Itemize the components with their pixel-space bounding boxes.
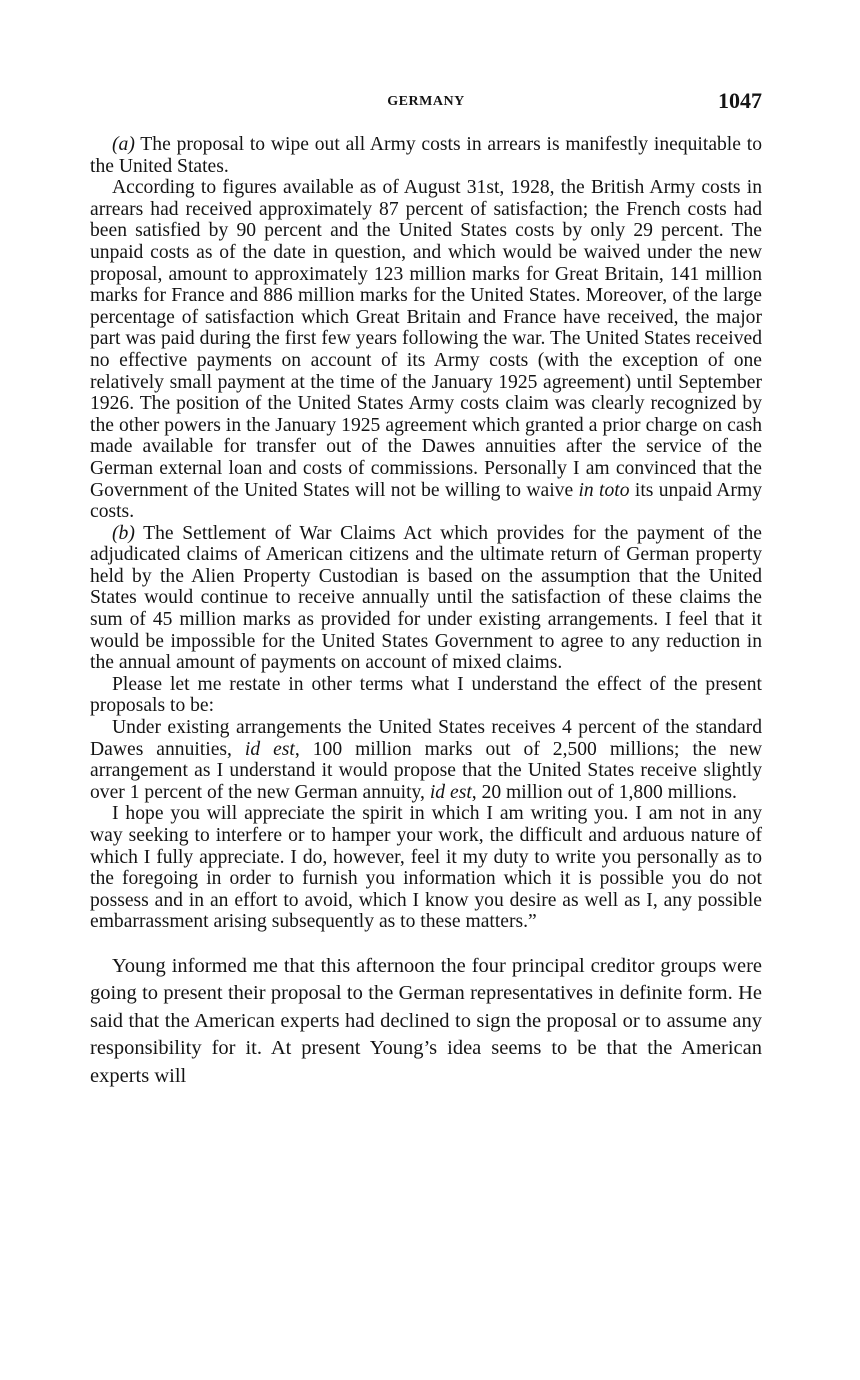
- paragraph-b-label: (b): [112, 522, 135, 544]
- quoted-letter: [90, 134, 762, 933]
- existing-text-3: , 20 million out of 1,800 millions.: [471, 781, 737, 803]
- paragraph-a: [90, 134, 762, 177]
- paragraph-a-label: (a): [112, 134, 135, 155]
- army-figures-text-end: its unpaid Army costs.: [90, 479, 762, 523]
- existing-text-2: , 100 million marks out of 2,500 millions; the new arrangement as I understand it would propose that the United States receive slightly over 1 percent of the new German annuity,: [90, 738, 762, 803]
- document-page: [90, 88, 762, 1090]
- existing-text-1: Under existing arrangements the United States receives 4 percent of the standard Dawes annuities,: [90, 717, 762, 760]
- existing-italic-2: id est: [429, 781, 472, 803]
- paragraph-a-text: The proposal to wipe out all Army costs in arrears is manifestly inequitable to the United States.: [90, 134, 762, 177]
- army-figures-text: According to figures available as of August 31st, 1928, the British Army costs in arrears had received approximately 87 percent of satisfaction; the French costs had been satisfied by 90 percent and the United States costs by only 29 percent. The unpaid costs as of the date in question, and which would be waived under the new proposal, amount to approximately 123 million marks for Great Britain, 141 million marks for France and 886 million marks for the United States. Moreover, of the large percentage of satisfaction which Great Britain and France have received, the major part was paid during the first few years following the war. The United States received no effective payments on account of its Army costs (with the exception of one relatively small payment at the time of the January 1925 agreement) until September 1926. The position of the United States Army costs claim was clearly recognized by the other powers in the January 1925 agreement which granted a prior charge on cash made available for transfer out of the Dawes annuities after the service of the German external loan and costs of commissions. Personally I am convinced that the Government of the United States will not be willing to waive: [90, 177, 762, 501]
- army-figures-italic: in toto: [578, 479, 630, 501]
- paragraph-restate: Please let me restate in other terms what I understand the effect of the present proposals to be:: [90, 673, 762, 717]
- paragraph-b: [90, 523, 762, 674]
- existing-italic-1: id est: [244, 738, 295, 760]
- running-head: [90, 88, 762, 122]
- paragraph-army-figures: [90, 177, 762, 523]
- paragraph-hope: I hope you will appreciate the spirit in which I am writing you. I am not in any way seeking to interfere or to hamper your work, the difficult and arduous nature of which I fully appreciate. I do, however, feel it my duty to write you personally as to the foregoing in order to furnish you information which it is possible you do not possess and in an effort to avoid, which I know you desire as well as I, any possible embarrassment arising subsequently as to these matters.”: [90, 803, 762, 933]
- paragraph-young: Young informed me that this afternoon the four principal creditor groups were going to present their proposal to the German representatives in definite form. He said that the American experts had declined to sign the proposal or to assume any responsibility for it. At present Young’s idea seems to be that the American experts will: [90, 954, 762, 1087]
- paragraph-existing-arrangements: [90, 717, 762, 803]
- page-number: 1047: [718, 88, 762, 113]
- paragraph-b-text: The Settlement of War Claims Act which provides for the payment of the adjudicated claims of American citizens and the ultimate return of German property held by the Alien Property Custodian is based on the assumption that the United States would continue to receive annually until the satisfaction of these claims the sum of 45 million marks as provided for under existing arrangements. I feel that it would be impossible for the United States Government to agree to any reduction in the annual amount of payments on account of mixed claims.: [90, 522, 762, 674]
- narrative-text: [90, 953, 762, 1091]
- running-title: GERMANY: [387, 94, 465, 109]
